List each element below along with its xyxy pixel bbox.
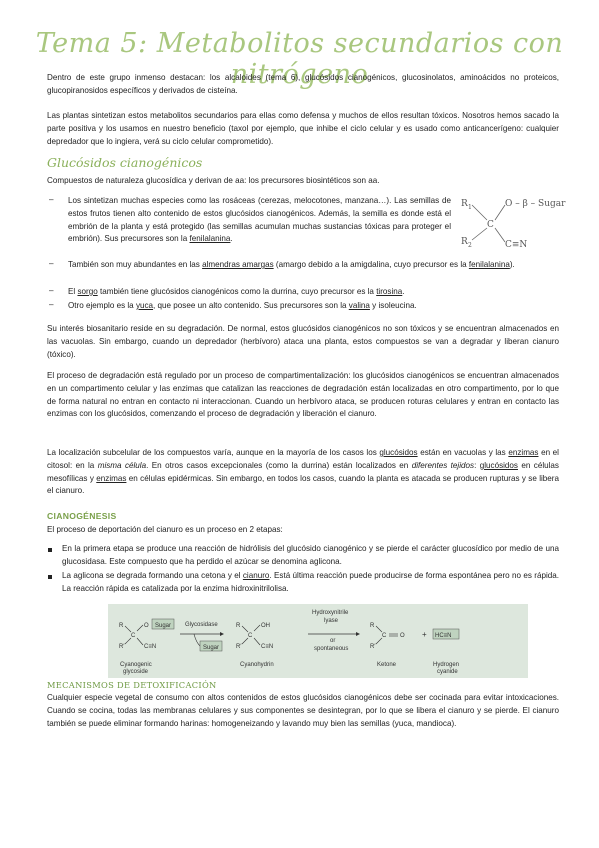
underlined-term: enzimas: [96, 473, 127, 483]
intro-paragraph-1: Dentro de este grupo inmenso destacan: los alcaloides (tema 6), glucósidos cianogénicos, glucosinolatos, aminoácidos no proteicos, glucopiranosidos específicos y derivados de cisteína.: [47, 73, 559, 95]
bullet-text: Otro ejemplo es la: [68, 301, 136, 310]
fig-sugar-2: Sugar: [203, 645, 220, 651]
bullet-text: también tiene glucósidos cianogénicos como la durrina, cuyo precursor es la: [97, 287, 377, 296]
structure-o-beta-sugar: O – β – Sugar: [505, 199, 566, 209]
para-text: . En otros casos excepcionales (como la durrina) están localizados en: [146, 460, 412, 470]
structure-r1: R: [461, 199, 468, 209]
underlined-term: tirosina: [376, 287, 403, 296]
bullet-text: (amargo debido a la amigdalina, cuyo precursor es la: [273, 260, 469, 269]
intro-paragraph-2: Las plantas sintetizan estos metabolitos secundarios para ellas como defensa y muchos de ellos resultan tóxicos. Nosotros hemos sacado la parte positiva y los usamos en nuestro beneficio (taxol por ejemplo, que inhibe el ciclo celular y es usado como anticancerígeno: cualquier depredador que lo ingiera, verá su ciclo celular comprometido).: [47, 111, 559, 146]
structure-c: C: [487, 220, 494, 230]
italic-term: diferentes tejidos: [411, 460, 475, 470]
cyanogenesis-reaction-figure: [108, 604, 528, 678]
bullet-rosaceas: [68, 195, 451, 246]
step-text: . Está última reacción puede producirse de forma espontánea pero no es rápida. La reacción rápida es catalizada por la enzima hidroxinitrilolisa.: [62, 571, 559, 593]
fig-rprime-3: R′: [370, 644, 376, 650]
underlined-term: glucósidos: [379, 448, 418, 457]
fig-r-2: R: [236, 623, 241, 629]
underlined-term: fenilalanina: [189, 234, 231, 244]
fig-plus: +: [422, 630, 427, 639]
paragraph-interes: Su interés biosanitario reside en su degradación. De normal, estos glucósidos cianogénicos no son tóxicos y se encuentran almacenados en las vacuolas. Sin embargo, cuando un depredador (herbívoro) ataca una planta, estos compuestos se van a degradar y liberan cianuro (tóxico).: [47, 324, 559, 359]
fig-c-3: C: [382, 633, 387, 639]
underlined-term: glucósidos: [479, 460, 518, 470]
fig-or: or: [330, 638, 336, 644]
step-2: [62, 570, 559, 596]
cyanogenic-glycoside-structure: [455, 192, 585, 254]
bullet-text: Los sintetizan muchas especies como las rosáceas (cerezas, melocotones, manzana…). Las semillas de estos frutos tienen alto contenido de estos glucósidos cianogénicos. Además, la semilla es donde está el embrión de la planta y está protegido (las semillas acumulan muchas sustancias tóxicas para proteger el embrión). Sus precursores son la: [68, 196, 451, 244]
bullet-dash: –: [49, 286, 54, 295]
fig-spontaneous: spontaneous: [314, 646, 349, 652]
bullet-dash: –: [49, 259, 54, 268]
page-title: Tema 5: Metabolitos secundarios con nitrógeno: [35, 28, 564, 90]
label-glycoside-2: glycoside: [123, 669, 149, 675]
structure-cn: C≡N: [505, 240, 528, 250]
bullet-text: El: [68, 287, 78, 296]
underlined-term: yuca: [135, 301, 154, 310]
section-heading-glucosidos: Glucósidos cianogénicos: [47, 155, 203, 170]
para-text: están en vacuolas y las: [417, 448, 509, 457]
para-text: :: [474, 460, 480, 470]
fig-hnl-2: lyase: [324, 618, 339, 624]
fig-glycosidase: Glycosidase: [185, 622, 218, 628]
italic-term: misma célula: [97, 460, 147, 470]
step-text: La aglicona se degrada formando una cetona y el: [62, 571, 243, 580]
fig-hnl-1: Hydroxynitrile: [312, 610, 349, 616]
structure-r1-sub: 1: [468, 204, 472, 211]
bullet-text: , que posee un alto contenido. Sus precursores son la: [153, 301, 349, 310]
fig-r-1: R: [119, 623, 124, 629]
para-text: en células mesofílicas y: [47, 460, 559, 483]
bullet-dash: –: [49, 300, 54, 309]
structure-r2: R: [461, 237, 468, 247]
label-cyanohydrin: Cyanohydrin: [240, 662, 274, 668]
structure-r2-sub: 2: [468, 242, 472, 249]
paragraph-proceso: El proceso de degradación está regulado por un proceso de compartimentalización: los glucósidos cianogénicos se encuentran almacenados en un compartimento celular y las enzimas que catalizan las reacciones de degradación están localizadas en otro compartimento, por lo que de forma natural no entran en contacto ni interaccionan. Cuando un herbívoro ataca, se producen roturas celulares y entran en contacto las enzimas con los glucósidos, comenzando el proceso de degradación y liberación el cianuro.: [47, 371, 559, 419]
underlined-term: fenilalanina: [468, 260, 510, 269]
fig-o-1: O: [144, 623, 149, 629]
bullet-text: También son muy abundantes en las: [68, 260, 203, 269]
bullet-text: .: [402, 287, 405, 296]
fig-hcn: HC≡N: [435, 633, 452, 639]
underlined-term: valina: [348, 301, 370, 310]
step-1: En la primera etapa se produce una reacción de hidrólisis del glucósido cianogénico y se pierde el carácter glucosídico por medio de una glucosidasa. Este compuesto que ha perdido el azúcar se denomina aglicona.: [62, 544, 559, 566]
bullet-end: .: [230, 234, 233, 244]
fig-r-3: R: [370, 623, 375, 629]
fig-oh: OH: [261, 623, 270, 629]
bullet-square: [48, 575, 52, 579]
fig-o-3: O: [400, 633, 405, 639]
fig-c-2: C: [248, 633, 253, 639]
label-ketone: Ketone: [377, 662, 397, 668]
bullet-square: [48, 548, 52, 552]
section-heading-cianogenesis: CIANOGÉNESIS: [47, 511, 117, 521]
underlined-term: cianuro: [242, 571, 270, 580]
fig-cn-2: C≡N: [261, 644, 274, 650]
bullet-dash: –: [49, 195, 54, 204]
para-text: en células epidérmicas. Sin embargo, en todos los casos, cuando la planta es atacada se producen rupturas y se libera el cianuro.: [47, 473, 560, 496]
label-hcn-2: cyanide: [437, 669, 458, 675]
bullet-sorgo: [68, 286, 559, 299]
underlined-term: enzimas: [508, 448, 539, 457]
section-heading-detoxificacion: MECANISMOS DE DETOXIFICACIÓN: [47, 680, 217, 690]
fig-sugar-1: Sugar: [155, 623, 172, 629]
fig-rprime-1: R′: [119, 644, 125, 650]
cianogenesis-intro: El proceso de deportación del cianuro es un proceso en 2 etapas:: [47, 525, 283, 534]
underlined-term: sorgo: [77, 287, 98, 296]
bullet-yuca: [68, 300, 559, 313]
fig-cn-1: C≡N: [144, 644, 157, 650]
paragraph-localizacion: [47, 447, 559, 498]
para-text: en el citosol: en la: [47, 448, 559, 470]
fig-rprime-2: R′: [236, 644, 242, 650]
label-hcn-1: Hydrogen: [433, 662, 460, 668]
para-text: La localización subcelular de los compuestos varía, aunque en la mayoría de los casos los: [47, 448, 380, 457]
underlined-term: almendras amargas: [202, 260, 274, 269]
label-glycoside-1: Cyanogenic: [120, 662, 152, 668]
fig-c-1: C: [131, 633, 136, 639]
section-intro: Compuestos de naturaleza glucosídica y derivan de aa: los precursores biosintéticos son aa.: [47, 176, 380, 185]
paragraph-detoxificacion: Cualquier especie vegetal de consumo con altos contenidos de estos glucósidos cianogénicos debe ser cocinada para evitar intoxicaciones. Cuando se cocina, todas las membranas celulares y sus componentes se desintegran, por lo que se libera el cianuro y se pierde. El cianuro también se puede eliminar formando harinas: homogeneizando y lavando muy bien las semillas (yuca, mandioca).: [47, 693, 559, 728]
bullet-text: ).: [509, 260, 515, 269]
bullet-text: y isoleucina.: [369, 301, 417, 310]
bullet-almendras: [68, 259, 559, 272]
